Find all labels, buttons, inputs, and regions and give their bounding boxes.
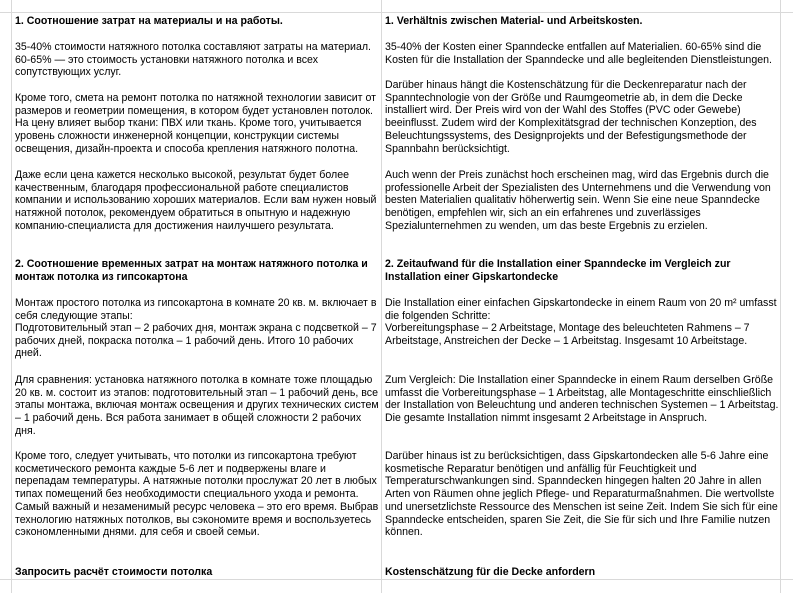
section-1-title-ru: 1. Соотношение затрат на материалы и на работы.: [15, 15, 283, 27]
section-2-title-ru: 2. Соотношение временных затрат на монтаж натяжного потолка и монтаж потолка из гипсокартона: [15, 258, 368, 283]
section-2-paragraph-1a-ru: Монтаж простого потолка из гипсокартона в комнате 20 кв. м. включает в себя следующие этапы:: [15, 297, 377, 322]
section-2-paragraph-2-ru: Для сравнения: установка натяжного потолка в комнате тоже площадью 20 кв. м. состоит из этапов: подготовительный этап – 1 рабочий день, все этапы монтажа, включая монтаж освещения и других технических систем – 1 рабочий день. Вся работа занимает в общей сложности 2 рабочих дня.: [15, 374, 379, 437]
section-2-paragraph-1b-ru: Подготовительный этап – 2 рабочих дня, монтаж экрана с подсветкой – 7 рабочих дней, покраска потолка – 1 рабочий день. Итого 10 рабочих дней.: [15, 322, 377, 360]
section-1-paragraph-2-ru: Кроме того, смета на ремонт потолка по натяжной технологии зависит от размеров и геометрии помещения, в котором будет установлен потолок. На цену влияет выбор ткани: ПВХ или ткань. Кроме того, учитывается уровень сложности инженерной концепции, конструкции системы освещения, дизайн-проекта и способа крепления натяжного полотна.: [15, 92, 376, 155]
grid-line-middle: [381, 0, 382, 593]
grid-line-top: [0, 12, 793, 13]
grid-line-bottom: [0, 579, 793, 580]
section-2-paragraph-1a-de: Die Installation einer einfachen Gipskartondecke in einem Raum von 20 m² umfasst die folgenden Schritte:: [385, 297, 777, 322]
section-1-title-de: 1. Verhältnis zwischen Material- und Arbeitskosten.: [385, 15, 643, 27]
grid-line-right: [780, 0, 781, 593]
request-quote-ru: Запросить расчёт стоимости потолка: [15, 566, 213, 578]
section-1-paragraph-2-de: Darüber hinaus hängt die Kostenschätzung für die Deckenreparatur nach der Spanntechnologie von der Größe und Raumgeometrie ab, in dem die Decke installiert wird. Der Preis wird von der Wahl des Stoffes (PVC oder Gewebe) beeinflusst. Zudem wird der Komplexitätsgrad der technischen Konzeption, des Beleuchtungssystems, des Designprojekts und der Befestigungsmethode der Spannbahn berücksichtigt.: [385, 79, 757, 155]
grid-line-left: [11, 0, 12, 593]
section-1-paragraph-1-ru: 35-40% стоимости натяжного потолка составляют затраты на материал. 60-65% — это стоимость установки натяжного потолка и всех сопутствующих услуг.: [15, 41, 371, 79]
section-2-title-de: 2. Zeitaufwand für die Installation einer Spanndecke im Vergleich zur Installation einer Gipskartondecke: [385, 258, 731, 283]
section-2-paragraph-1b-de: Vorbereitungsphase – 2 Arbeitstage, Montage des beleuchteten Rahmens – 7 Arbeitstage, Anstreichen der Decke – 1 Arbeitstag. Insgesamt 10 Arbeitstage.: [385, 322, 750, 347]
request-quote-de: Kostenschätzung für die Decke anfordern: [385, 566, 596, 578]
section-1-paragraph-3-ru: Даже если цена кажется несколько высокой, результат будет более качественным, благодаря профессиональной работе специалистов компании и использованию хороших материалов. Если вам нужен новый натяжной потолок, рекомендуем обратиться в опытную и надежную компанию-специалиста для достижения наилучшего результата.: [15, 169, 377, 232]
section-1-paragraph-1-de: 35-40% der Kosten einer Spanndecke entfallen auf Materialien. 60-65% sind die Kosten für die Installation der Spanndecke und alle begleitenden Dienstleistungen.: [385, 41, 772, 66]
section-2-paragraph-2-de: Zum Vergleich: Die Installation einer Spanndecke in einem Raum derselben Größe umfasst die Vorbereitungsphase – 1 Arbeitstag, alle Montageschritte einschließlich der Installation von Beleuchtung und anderen technischen Systemen – 1 Arbeitstag. Die gesamte Installation nimmt insgesamt 2 Arbeitstage in Anspruch.: [385, 374, 779, 425]
section-2-paragraph-3-de: Darüber hinaus ist zu berücksichtigen, dass Gipskartondecken alle 5-6 Jahre eine kosmetische Reparatur benötigen und anfällig für Feuchtigkeit und Temperaturschwankungen sind. Spanndecken hingegen halten 20 Jahre in allen Arten von Räumen ohne jeglich Pflege- und Reparaturmaßnahmen. Die wertvollste und unersetzlichste Ressource des Menschen ist seine Zeit. Indem Sie sich für eine Spanndecke entscheiden, sparen Sie Zeit, die Sie für sich und Ihre Familie nutzen können.: [385, 450, 778, 539]
section-1-paragraph-3-de: Auch wenn der Preis zunächst hoch erscheinen mag, wird das Ergebnis durch die professionelle Arbeit der Spezialisten des Unternehmens und die Verwendung von besten Materialien qualitativ höherwertig sein. Wenn Sie eine neue Spanndecke benötigen, empfehlen wir, sich an ein erfahrenes und zuverlässiges Spezialunternehmen zu wenden, um das beste Ergebnis zu erzielen.: [385, 169, 771, 232]
section-2-paragraph-3-ru: Кроме того, следует учитывать, что потолки из гипсокартона требуют косметического ремонта каждые 5-6 лет и подвержены влаге и перепадам температуры. А натяжные потолки прослужат 20 лет в любых типах помещений без необходимости специального ухода и ремонта. Самый важный и незаменимый ресурс человека – это его время. Выбрав технологию натяжных потолков, вы сэкономите время и воспользуетесь сэкономленными днями. для себя и своей семьи.: [15, 450, 379, 539]
